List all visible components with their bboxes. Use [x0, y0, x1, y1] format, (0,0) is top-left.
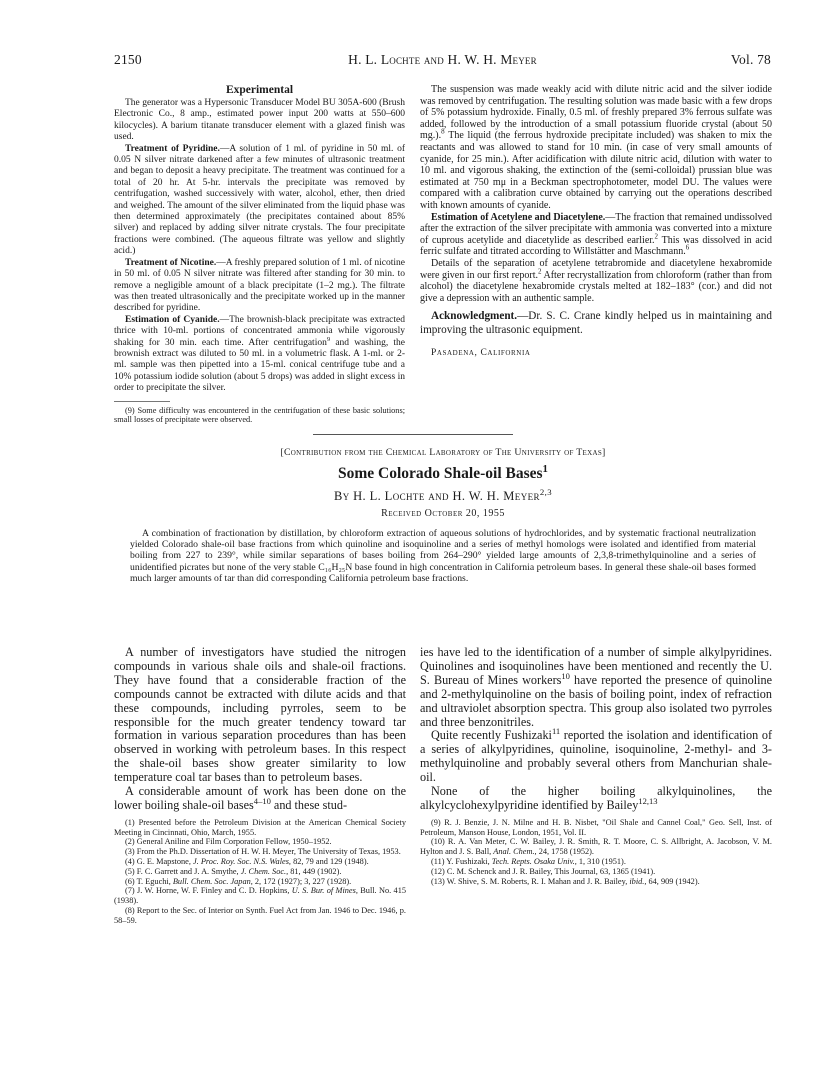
footnote-text: , 81, 449 (1902). — [286, 866, 342, 876]
experimental-column-continued — [420, 84, 772, 368]
footnotes — [420, 818, 772, 887]
footnote: (12) C. M. Schenck and J. R. Bailey, This Journal, 63, 1365 (1941). — [431, 866, 656, 876]
footnote-text: (7) J. W. Horne, W. F. Finley and C. D. Hopkins, — [125, 886, 292, 896]
footnote-ref: 2 — [537, 267, 542, 276]
footnote — [114, 877, 406, 887]
byline-text: By H. L. Lochte and H. W. H. Meyer — [333, 489, 540, 503]
paragraph — [114, 315, 405, 395]
paragraph-text: have reported the presence of quinoline and 2-methylquinoline on the basis of boiling point, index of refraction and ultraviolet absorption spectra. This group also isolated two pyrroles and three benzonitriles. — [420, 672, 772, 729]
footnote-text: , 2, 172 (1927); 3, 227 (1928). — [250, 876, 352, 886]
body-column-left — [114, 646, 406, 926]
experimental-column — [114, 84, 405, 425]
abstract: A combination of fractionation by distillation, by chloroform extraction of aqueous solutions of hydrochlorides, and by systematic fractional neutralization yielded Colorado shale-oil base fractions from which quinoline and isoquinoline and a series of methyl homologs were isolated and identified from material boiling from 227 to 239°, while similar separations of bases boiling from 264–290° yielded large amounts of 2,3,8-trimethylquinoline and a series of unidentified picrates but none of the very stable C₁₆H₂₅N base found in high concentration in California petroleum bases. In general these shale-oil bases formed much larger amounts of tar than did corresponding California petroleum base fractions. — [130, 528, 756, 584]
paragraph — [420, 84, 772, 212]
body-column-right — [420, 646, 772, 886]
footnote-ref: 9 — [326, 335, 331, 343]
author-address: Pasadena, California — [431, 348, 531, 359]
footnote: (8) Report to the Sec. of Interior on Synth. Fuel Act from Jan. 1946 to Dec. 1946, p. 58–59. — [114, 906, 406, 925]
footnote-ref: 12,13 — [638, 795, 658, 806]
paragraph-text: —A solution of 1 ml. of pyridine in 50 ml. of 0.05 N silver nitrate darkened after a few minutes of ultrasonic treatment and began to deposit a heavy precipitate. The treatment was continued for a total of 20 hr. At 5-hr. intervals the precipitate was removed by centrifugation, washed successively with water, alcohol, ether, then dried and weighed. The amount of the silver eliminated from the liquid phase was then determined approximately (the precipitates contained about 85% silver) and replaced by adding silver nitrate crystals. The four precipitate fractions were combined. (The aqueous filtrate was yellow and slightly acid.) — [114, 143, 405, 257]
paragraph-text: ies have led to the identification of a number of simple alkylpyridines. Quinolines and isoquinolines have been mentioned and recently the U. S. Bureau of Mines workers — [420, 645, 772, 687]
paragraph-text: A considerable amount of work has been done on the lower boiling shale-oil bases — [114, 784, 406, 812]
paragraph-text: This was dissolved in acid ferric sulfate and titrated according to Willstätter and Maschmann. — [420, 234, 772, 258]
paragraph-text: Quite recently Fushizaki — [431, 728, 552, 743]
footnote-text: (5) F. C. Garrett and J. A. Smythe, — [125, 866, 241, 876]
paragraph — [420, 212, 772, 258]
footnote-ref: 10 — [561, 670, 570, 681]
runin-heading: Acknowledgment. — [431, 310, 518, 323]
journal-name: Tech. Repts. Osaka Univ. — [491, 857, 575, 867]
runin-heading: Treatment of Pyridine. — [125, 143, 220, 154]
footnote — [420, 877, 772, 887]
footnote — [420, 857, 772, 867]
footnote-ref: 6 — [685, 243, 690, 252]
paragraph-text: The generator was a Hypersonic Transducer Model BU 305A-600 (Brush Electronic Co., 8 amp., estimated power input 200 watts at 550–600 kilocycles). A barium titanate transducer element with a glazed finish was used. — [114, 98, 405, 143]
footnote — [114, 867, 406, 877]
paragraph — [420, 726, 772, 785]
footnote-text: , 1, 310 (1951). — [574, 857, 626, 867]
footnote-text: , 24, 1758 (1952). — [534, 847, 595, 857]
footnote-ref: 2 — [654, 232, 659, 241]
paragraph-text: Details of the separation of acetylene tetrabromide and diacetylene hexabromide were given in our first report. — [420, 257, 772, 281]
footnote-rule — [114, 401, 170, 402]
volume-number: Vol. 78 — [730, 52, 771, 67]
paragraph-text: —The brownish-black precipitate was extracted thrice with 10-ml. portions of concentrated ammonia while vigorously shaking for 30 min. each time. After centrifugation — [114, 314, 405, 348]
journal-name: J. Chem. Soc. — [240, 866, 287, 876]
paragraph-text: —Dr. S. C. Crane kindly helped us in maintaining and improving the ultrasonic equipment. — [420, 310, 772, 336]
received-date: Received October 20, 1955 — [381, 508, 505, 519]
paragraph — [114, 258, 405, 315]
journal-name: J. Proc. Roy. Soc. N.S. Wales — [192, 857, 289, 867]
footnote-text: (11) Y. Fushizaki, — [431, 857, 492, 867]
title-text: Some Colorado Shale-oil Bases — [338, 465, 543, 482]
footnote-ref: 4–10 — [253, 795, 271, 806]
journal-name: ibid. — [629, 876, 645, 886]
footnote: (1) Presented before the Petroleum Division at the American Chemical Society Meeting in Cincinnati, Ohio, March, 1955. — [114, 817, 406, 837]
footnote-text: , 64, 909 (1942). — [644, 876, 700, 886]
footnote-text: , Bull. No. 415 (1938). — [114, 886, 406, 906]
paragraph: A number of investigators have studied the nitrogen compounds in various shale oils and shale-oil fractions. They have found that a considerable fraction of the compounds cannot be extracted with dilute acids and that these compounds, including pyrroles, seem to be responsible for the much greater tendency toward tar formation in various separation procedures than has been observed in working with petroleum bases. In this respect the shale-oil bases show greater similarity to low temperature coal tar bases than to petroleum bases. — [114, 645, 406, 785]
footnote-text: , 82, 79 and 129 (1948). — [288, 857, 369, 867]
running-header — [114, 52, 771, 72]
footnote: (9) Some difficulty was encountered in the centrifugation of these basic solutions; small losses of precipitate were observed. — [114, 405, 405, 425]
footnotes — [114, 818, 406, 926]
paragraph-text: —The fraction that remained undissolved after the extraction of the silver precipitate with ammonia was converted into a mixture of cuprous acetylide and diacetylide as described earlier. — [420, 211, 772, 246]
journal-name: Bull. Chem. Soc. Japan — [172, 876, 251, 886]
section-heading-experimental: Experimental — [225, 84, 294, 96]
runin-heading: Estimation of Acetylene and Diacetylene. — [431, 211, 606, 223]
paragraph-text: —A freshly prepared solution of 1 ml. of nicotine in 50 ml. of 0.05 N silver nitrate was filtered after standing for 30 min. to remove a negligible amount of a black precipitate (1–2 mg.). The filtrate was then treated ultrasonically and the precipitate worked up in the manner described for pyridine. — [114, 257, 405, 314]
article-title — [114, 462, 772, 483]
article-divider — [313, 434, 513, 435]
footnote — [420, 837, 772, 857]
footnote: (9) R. J. Benzie, J. N. Milne and H. B. Nisbet, "Oil Shale and Cannel Coal," Geo. Sell, Inst. of Petroleum, Manson House, London, 1951, Vol. II. — [420, 817, 772, 837]
paragraph — [114, 144, 405, 258]
acknowledgment — [420, 310, 772, 337]
footnote-text: (13) W. Shive, S. M. Roberts, R. I. Mahan and J. R. Bailey, — [431, 876, 630, 886]
page-number: 2150 — [114, 52, 142, 67]
footnote-ref: 1 — [542, 462, 548, 475]
paragraph-text: and washing, the brownish extract was diluted to 50 ml. in a volumetric flask. A 1-ml. or 2-ml. sample was then pipetted into a 15-ml. conical centrifuge tube and a 10% potassium iodide solution (about 5 drops) was added in slight excess in order to precipitate the silver. — [114, 337, 405, 394]
footnote-text: (10) R. A. Van Meter, C. W. Bailey, J. R. Smith, R. T. Moore, C. S. Allbright, A. Jacobson, V. M. Hylton and J. S. Ball, — [420, 837, 772, 857]
paragraph-text: After recrystallization from chloroform (rather than from alcohol) the diacetylene hexabromide crystals melted at 182–183° (cor.) and did not give a depression with an authentic sample. — [420, 269, 772, 304]
footnote — [114, 886, 406, 906]
footnote-text: (4) G. E. Mapstone, — [125, 857, 193, 867]
footnote-ref: 2,3 — [539, 486, 553, 497]
footnote-ref: 8 — [441, 128, 445, 137]
paragraph-text: None of the higher boiling alkylquinolines, the alkylcyclohexylpyridine identified by Bailey — [420, 784, 772, 812]
paragraph — [114, 98, 405, 144]
footnote: (3) From the Ph.D. Dissertation of H. W. H. Meyer, The University of Texas, 1953. — [125, 847, 401, 857]
journal-name: Anal. Chem. — [493, 847, 535, 857]
running-head-authors: H. L. Lochte and H. W. H. Meyer — [348, 52, 537, 67]
paragraph — [114, 785, 406, 813]
byline — [114, 486, 772, 504]
runin-heading: Estimation of Cyanide. — [125, 314, 220, 325]
paragraph — [420, 646, 772, 729]
footnote — [114, 857, 406, 867]
footnote: (2) General Aniline and Film Corporation Fellow, 1950–1952. — [125, 837, 332, 847]
runin-heading: Treatment of Nicotine. — [125, 257, 217, 268]
footnote-text: (6) T. Eguchi, — [125, 876, 173, 886]
paragraph — [420, 785, 772, 813]
journal-name: U. S. Bur. of Mines — [291, 886, 356, 896]
paragraph-text: The liquid (the ferrous hydroxide precipitate included) was shaken to mix the reactants and was allowed to stand for 10 min. (in case of very small amounts of cyanide, for 25 min.). After acidification with dilute nitric acid, dilution with water to 10 ml. and vigorous shaking, the extinction of the (semi-colloidal) prussian blue was estimated at 750 mμ in a Beckman spectrophotometer, model DU. The values were compared with a calibration curve obtained by carrying out the operations described with known amounts of cyanide. — [420, 130, 772, 211]
contribution-line: [Contribution from the Chemical Laboratory of The University of Texas] — [280, 447, 606, 458]
paragraph-text: reported the isolation and identification of a series of alkylpyridines, quinoline, isoquinoline, 2-methyl- and 3-methylquinoline and probably several others from Manchurian shale-oil. — [420, 728, 772, 785]
paragraph-text: and these stud- — [270, 797, 348, 812]
paragraph — [420, 258, 772, 304]
footnote-ref: 11 — [551, 726, 561, 737]
paragraph-text: The suspension was made weakly acid with dilute nitric acid and the silver iodide was removed by centrifugation. The resulting solution was made basic with a few drops of 5% potassium hydroxide. Finally, 0.5 ml. of freshly prepared 3% ferrous sulfate was added, followed by the introduction of a small potassium fluoride crystal (about 50 mg.). — [420, 84, 772, 142]
